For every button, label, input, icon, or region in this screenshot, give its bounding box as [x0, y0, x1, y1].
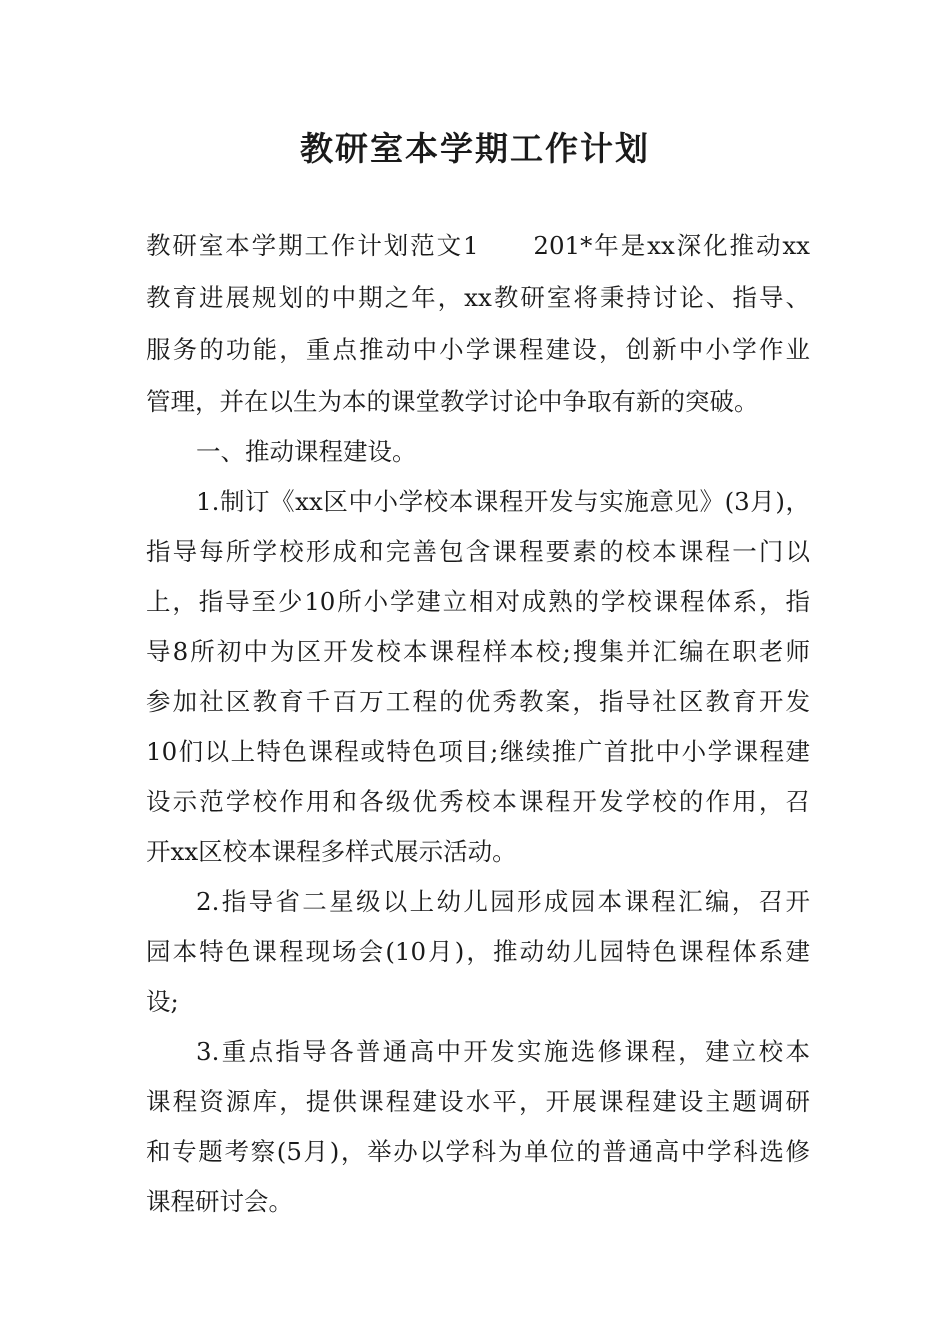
body-line: 和专题考察(5月)，举办以学科为单位的普通高中学科选修	[146, 1137, 810, 1166]
body-line: 园本特色课程现场会(10月)，推动幼儿园特色课程体系建	[146, 937, 810, 966]
document-title: 教研室本学期工作计划	[300, 129, 650, 168]
body-line: 上，指导至少10所小学建立相对成熟的学校课程体系，指	[146, 587, 810, 616]
body-line: 2.指导省二星级以上幼儿园形成园本课程汇编，召开	[196, 887, 810, 916]
body-line: 1.制订《xx区中小学校本课程开发与实施意见》(3月)，	[196, 487, 810, 516]
body-line: 10们以上特色课程或特色项目;继续推广首批中小学课程建	[146, 737, 810, 766]
body-line: 教育进展规划的中期之年，xx教研室将秉持讨论、指导、	[146, 283, 810, 312]
body-line: 参加社区教育千百万工程的优秀教案，指导社区教育开发	[146, 687, 810, 716]
body-line: 课程资源库，提供课程建设水平，开展课程建设主题调研	[146, 1087, 810, 1116]
body-line: 服务的功能，重点推动中小学课程建设，创新中小学作业	[146, 335, 810, 364]
body-line: 开xx区校本课程多样式展示活动。	[146, 837, 517, 866]
body-line: 导8所初中为区开发校本课程样本校;搜集并汇编在职老师	[146, 637, 810, 666]
body-line: 指导每所学校形成和完善包含课程要素的校本课程一门以	[146, 537, 810, 566]
body-line: 课程研讨会。	[146, 1187, 293, 1216]
body-line: 设示范学校作用和各级优秀校本课程开发学校的作用，召	[146, 787, 810, 816]
body-line: 管理，并在以生为本的课堂教学讨论中争取有新的突破。	[146, 387, 759, 416]
body-line: 设;	[146, 987, 179, 1016]
body-line: 教研室本学期工作计划范文1 201*年是xx深化推动xx	[146, 231, 810, 260]
body-line: 3.重点指导各普通高中开发实施选修课程，建立校本	[196, 1037, 810, 1066]
section-heading: 一、推动课程建设。	[196, 437, 417, 466]
